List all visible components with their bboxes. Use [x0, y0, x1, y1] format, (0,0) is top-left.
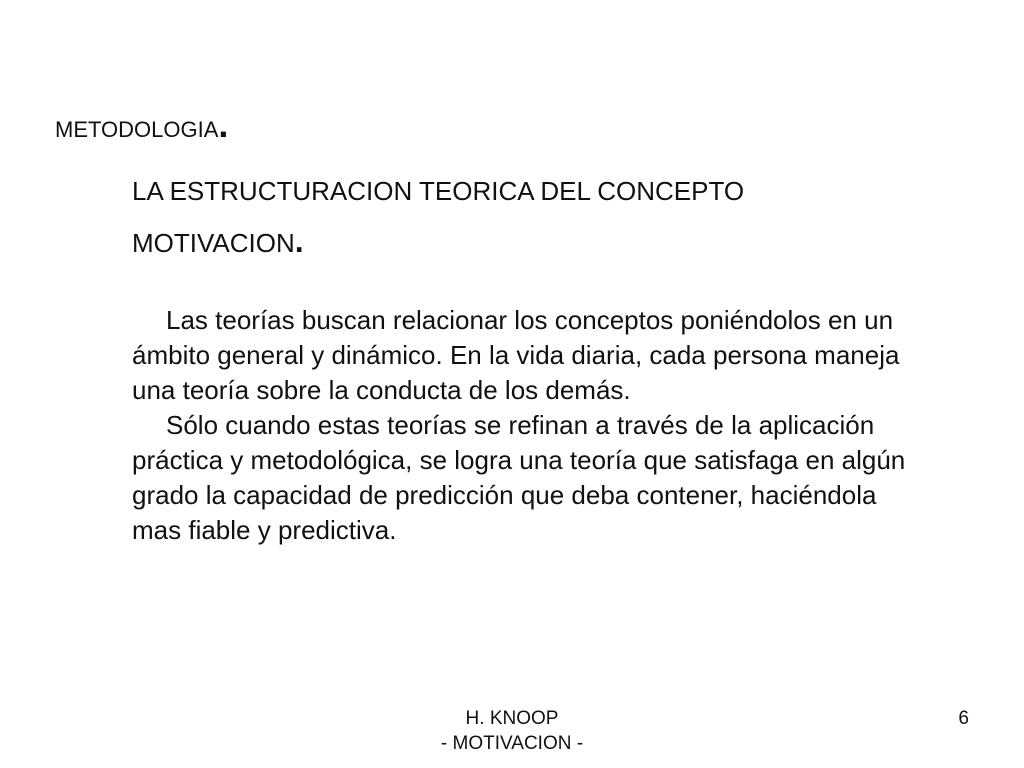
body-paragraph-2: Sólo cuando estas teorías se refinan a través de la aplicación práctica y metodológica, se logra una teoría que satisfaga en algún grado la capacidad de predicción que deba contener, haciéndola mas fiable y predictiva.: [132, 410, 906, 545]
section-label-text: METODOLOGIA: [55, 117, 219, 142]
slide-body: [132, 303, 912, 548]
slide-heading-text: LA ESTRUCTURACION TEORICA DEL CONCEPTO MOTIVACION: [132, 176, 745, 258]
footer-subject: - MOTIVACION -: [440, 733, 584, 754]
page-number: 6: [958, 708, 969, 729]
section-label-period: .: [218, 104, 229, 145]
slide-heading-period: .: [294, 223, 304, 259]
slide-heading: [132, 166, 892, 268]
footer-credit: [400, 706, 624, 756]
section-label: [55, 104, 229, 145]
body-paragraph-1: Las teorías buscan relacionar los conceptos poniéndolos en un ámbito general y dinámico. En la vida diaria, cada persona maneja una teoría sobre la conducta de los demás.: [132, 305, 900, 405]
footer-author: H. KNOOP: [465, 708, 559, 729]
